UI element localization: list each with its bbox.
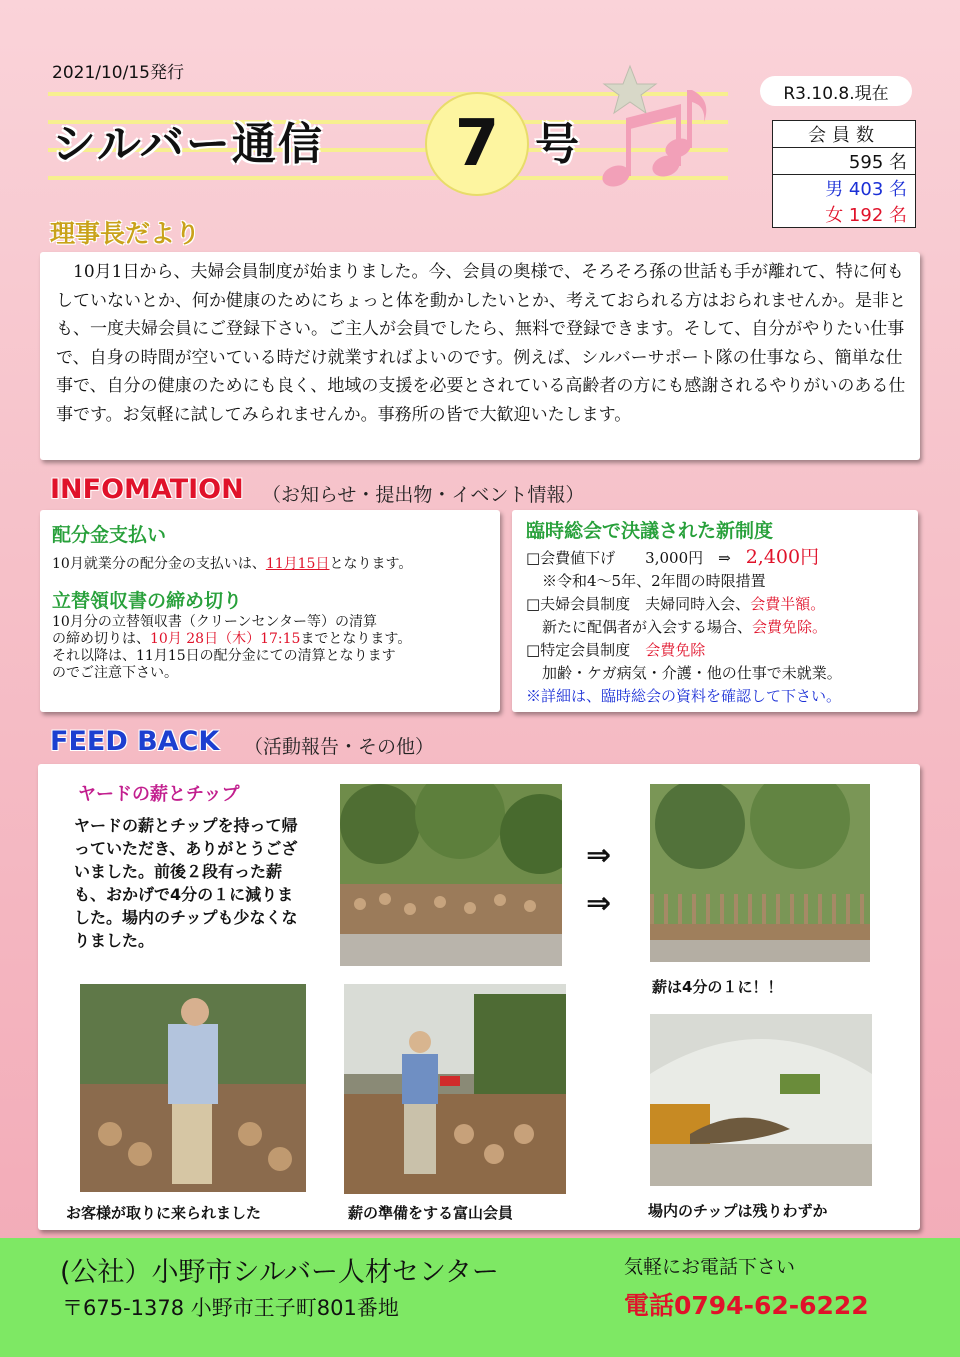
receipt-line-3: それ以降は、11月15日の配分金にての清算となります xyxy=(52,648,396,664)
wood-pile-after-photo xyxy=(650,784,870,962)
as-of-date: R3.10.8.現在 xyxy=(760,76,912,106)
payment-text xyxy=(52,556,412,573)
payment-text-before: 10月就業分の配分金の支払いは、 xyxy=(52,556,266,572)
info-section-title: INFOMATION xyxy=(50,474,244,505)
caption-member: 薪の準備をする富山会員 xyxy=(348,1204,514,1222)
organization-address: 〒675-1378 小野市王子町801番地 xyxy=(62,1296,399,1320)
organization-name: (公社）小野市シルバー人材センター xyxy=(60,1257,499,1288)
payment-date: 11月15日 xyxy=(265,556,330,572)
greenhouse-chips-photo xyxy=(650,1014,872,1186)
chairman-section-title: 理事長だより xyxy=(50,219,201,248)
new-system-heading: 臨時総会で決議された新制度 xyxy=(526,520,774,542)
newsletter-title: シルバー通信 xyxy=(52,119,324,170)
receipt-text xyxy=(52,614,411,682)
receipt-line-4: のでご注意下さい。 xyxy=(52,665,178,681)
yard-text: ヤードの薪とチップを持って帰っていただき、ありがとうございました。前後２段有った薪も、おかげで4分の１に減りました。場内のチップも少なくなりました。 xyxy=(74,816,298,950)
new-system-list xyxy=(526,546,842,708)
wood-pile-before-photo xyxy=(340,784,562,966)
couple-half-fee: 会費半額。 xyxy=(750,595,826,613)
caption-chips: 場内のチップは残りわずか xyxy=(648,1202,828,1220)
member-count-table xyxy=(772,120,916,228)
issue-number: 7 xyxy=(425,92,529,196)
fee-label: □会費値下げ 3,000円 ⇒ xyxy=(526,549,731,567)
caption-customer: お客様が取りに来られました xyxy=(66,1204,262,1222)
chairman-message: 10月1日から、夫婦会員制度が始まりました。今、会員の奥様で、そろそろ孫の世話も手が離れて、特に何もしていないとか、何か健康のためにちょっと体を動かしたいとか、考えておられる方はおられませんか。是非とも、一度夫婦会員にご登録下さい。ご主人が会員でしたら、無料で登録できます。そして、自分がやりたい仕事で、自身の時間が空いている時だけ就業すればよいのです。例えば、シルバーサポート隊の仕事なら、簡単な仕事で、自分の健康のためにも良く、地域の支援を必要とされている高齢者の方にも感謝されるやりがいのある仕事です。お気軽に試してみられませんか。事務所の皆で大歓迎いたします。 xyxy=(56,262,906,425)
receipt-line-2-after: までとなります。 xyxy=(300,631,412,647)
arrow-2: ⇒ xyxy=(586,886,612,921)
special-fee-exempt: 会費免除 xyxy=(645,641,706,659)
couple-label: □夫婦会員制度 夫婦同時入会、 xyxy=(526,595,751,613)
receipt-deadline: 10月 28日（木）17:15 xyxy=(150,631,301,647)
info-left-box xyxy=(40,510,500,712)
info-section-subtitle: （お知らせ・提出物・イベント情報） xyxy=(262,484,585,506)
issue-date: 2021/10/15発行 xyxy=(52,63,184,83)
member-total: 595 名 xyxy=(773,148,916,175)
special-label: □特定会員制度 xyxy=(526,641,646,659)
member-count-header: 会員数 xyxy=(773,121,916,148)
special-line-2: 加齢・ケガ病気・介護・他の仕事で未就業。 xyxy=(542,664,842,682)
issue-suffix: 号 xyxy=(535,119,579,170)
feedback-section-title: FEED BACK xyxy=(50,726,220,757)
feedback-section-subtitle: （活動報告・その他） xyxy=(244,736,435,758)
payment-text-after: となります。 xyxy=(329,556,413,572)
receipt-line-2-before: の締め切りは、 xyxy=(52,631,150,647)
arrow-1: ⇒ xyxy=(586,838,612,873)
feedback-box xyxy=(38,764,920,1230)
caption-wood-after: 薪は4分の１に！！ xyxy=(652,978,783,996)
info-right-box xyxy=(512,510,918,712)
member-male: 男 403 名 xyxy=(773,175,916,202)
payment-heading: 配分金支払い xyxy=(52,524,167,546)
member-preparing-wood-photo xyxy=(344,984,566,1194)
fee-note: ※令和4～5年、2年間の時限措置 xyxy=(542,572,766,590)
member-female: 女 192 名 xyxy=(773,201,916,228)
star-and-music-notes-icon xyxy=(590,62,730,202)
receipt-line-1: 10月分の立替領収書（クリーンセンター等）の清算 xyxy=(52,614,377,630)
new-system-note: ※詳細は、臨時総会の資料を確認して下さい。 xyxy=(526,687,842,705)
call-invitation: 気軽にお電話下さい xyxy=(624,1256,796,1278)
fee-new: 2,400円 xyxy=(745,546,820,568)
customer-photo xyxy=(80,984,306,1192)
yard-title: ヤードの薪とチップ xyxy=(78,784,240,805)
receipt-heading: 立替領収書の締め切り xyxy=(52,590,243,612)
couple-fee-exempt: 会費免除。 xyxy=(752,618,828,636)
couple-line-2: 新たに配偶者が入会する場合、 xyxy=(542,618,753,636)
chairman-message-box xyxy=(40,252,920,460)
phone-number[interactable]: 電話0794-62-6222 xyxy=(624,1291,869,1320)
